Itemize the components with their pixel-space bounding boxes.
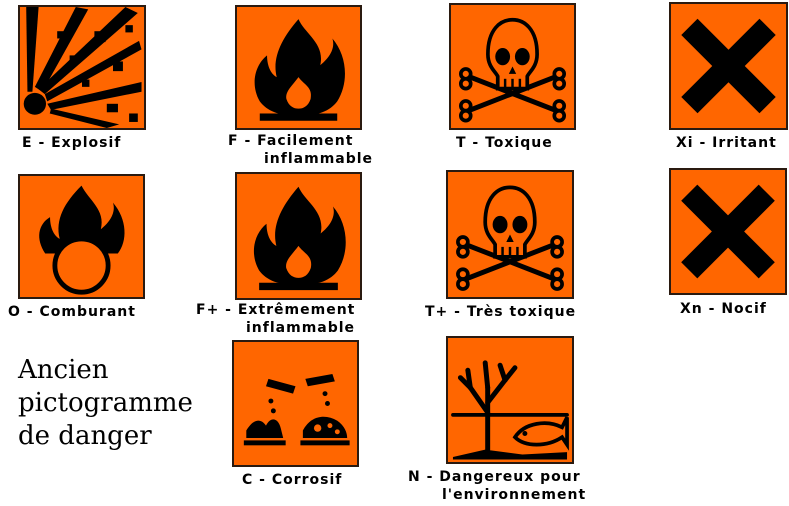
caption-nocif: Xn - Nocif: [680, 301, 767, 317]
corrosion-icon: [234, 342, 357, 465]
caption-comburant: O - Comburant: [8, 304, 136, 320]
caption-extremement-inflammable: F+ - Extrêmement inflammable: [196, 302, 356, 336]
skull-crossbones-icon: [448, 172, 572, 297]
pictogram-toxique: [449, 3, 576, 130]
flame-icon: [237, 174, 360, 298]
environment-icon: [448, 338, 572, 462]
caption-facilement-inflammable: F - Facilement inflammable: [228, 133, 374, 167]
flame-icon: [237, 7, 360, 128]
pictogram-nocif: [669, 168, 787, 295]
pictogram-facilement-inflammable: [235, 5, 362, 130]
cross-icon: [671, 170, 785, 293]
pictogram-irritant: [669, 2, 788, 130]
pictogram-extremement-inflammable: [235, 172, 362, 300]
caption-dangereux-environnement: N - Dangereux pour l'environnement: [408, 469, 587, 503]
skull-crossbones-icon: [451, 5, 574, 128]
pictogram-comburant: [18, 174, 145, 299]
caption-tres-toxique: T+ - Très toxique: [425, 304, 577, 320]
note-ancien-pictogramme: Ancien pictogramme de danger: [18, 355, 193, 451]
caption-irritant: Xi - Irritant: [676, 135, 777, 151]
pictogram-corrosif: [232, 340, 359, 467]
pictogram-dangereux-environnement: [446, 336, 574, 464]
caption-toxique: T - Toxique: [456, 135, 553, 151]
pictogram-explosif: [18, 5, 146, 130]
flame-over-circle-icon: [20, 176, 143, 297]
pictogram-tres-toxique: [446, 170, 574, 299]
caption-explosif: E - Explosif: [22, 135, 122, 151]
cross-icon: [671, 4, 786, 128]
caption-corrosif: C - Corrosif: [242, 472, 343, 488]
explosion-icon: [20, 7, 144, 128]
